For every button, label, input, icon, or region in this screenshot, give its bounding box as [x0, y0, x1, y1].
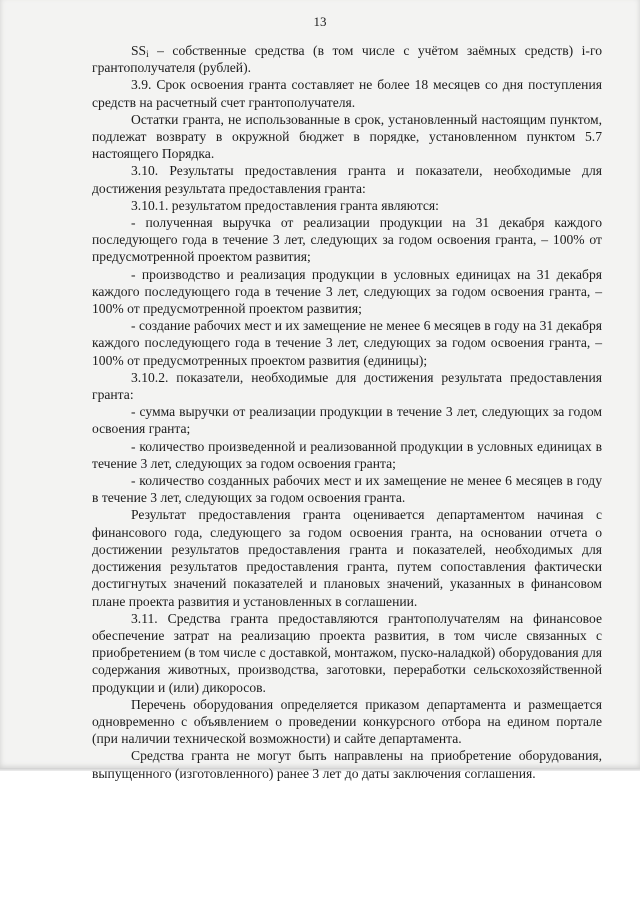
- paragraph-3-10: 3.10. Результаты предоставления гранта и показатели, необходимые для достижения результата предоставления гранта:: [92, 163, 602, 196]
- list-item-jobs: - создание рабочих мест и их замещение не менее 6 месяцев в году на 31 декабря каждого последующего года в течение 3 лет, следующих за годом освоения гранта, – 100% от предусмотренных проектом развития (единицы);: [92, 318, 602, 368]
- paragraph-3-10-2: 3.10.2. показатели, необходимые для достижения результата предоставления гранта:: [92, 369, 602, 403]
- list-item-production: - производство и реализация продукции в условных единицах на 31 декабря каждого последующего года в течение 3 лет, следующих за годом освоения гранта, – 100% от предусмотренной проектом развития;: [92, 266, 602, 317]
- paragraph-equipment-restriction: Средства гранта не могут быть направлены на приобретение оборудования, выпущенного (изготовленного) ранее 3 лет до даты заключения соглашения.: [92, 748, 602, 781]
- paragraph-equipment-list: Перечень оборудования определяется приказом департамента и размещается одновременно с объявлением о проведении конкурсного отбора на едином портале (при наличии технической возможности) и сайте департамента.: [92, 696, 602, 747]
- paragraph-grant-remainder: Остатки гранта, не использованные в срок, установленный настоящим пунктом, подлежат возврату в окружной бюджет в порядке, установленном пунктом 5.7 настоящего Порядка.: [92, 111, 602, 162]
- paragraph-result-evaluation: Результат предоставления гранта оценивается департаментом начиная с финансового года, следующего за годом освоения гранта, на основании отчета о достижении результатов предоставления гранта и показателей, необходимых для достижения результатов предоставления гранта, путем сопоставления фактически достигнутых значений показателей и плановых значений, указанных в финансовом плане проекта развития и установленных в соглашении.: [92, 507, 602, 609]
- list-item-revenue-sum: - сумма выручки от реализации продукции в течение 3 лет, следующих за годом освоения гранта;: [92, 404, 602, 437]
- list-item-revenue: - полученная выручка от реализации продукции на 31 декабря каждого последующего года в течение 3 лет, следующих за годом освоения гранта, – 100% от предусмотренной проектом развития;: [92, 215, 602, 265]
- paragraph-ss-definition: [92, 42, 602, 76]
- list-item-product-quantity: - количество произведенной и реализованной продукции в условных единицах в течение 3 лет, следующих за годом освоения гранта;: [92, 438, 602, 471]
- page-number: 13: [313, 14, 327, 29]
- paragraph-3-11: 3.11. Средства гранта предоставляются грантополучателям на финансовое обеспечение затрат на реализацию проекта развития, в том числе связанных с приобретением (в том числе с доставкой, монтажом, пуско-наладкой) оборудования для содержания животных, производства, заготовки, переработки сельскохозяйственной продукции и (или) дикоросов.: [92, 610, 602, 695]
- list-item-jobs-count: - количество созданных рабочих мест и их замещение не менее 6 месяцев в году в течение 3 лет, следующих за годом освоения гранта.: [92, 473, 602, 506]
- paragraph-3-10-1: 3.10.1. результатом предоставления гранта являются:: [131, 197, 439, 213]
- definition-text: – собственные средства (в том числе с учётом заёмных средств) i-го грантополучателя (рублей).: [92, 43, 602, 76]
- paragraph-3-9: 3.9. Срок освоения гранта составляет не более 18 месяцев со дня поступления средств на расчетный счет грантополучателя.: [92, 77, 602, 110]
- symbol-subscript: i: [146, 49, 149, 59]
- document-body: [92, 42, 602, 782]
- symbol-ss: SS: [131, 43, 147, 58]
